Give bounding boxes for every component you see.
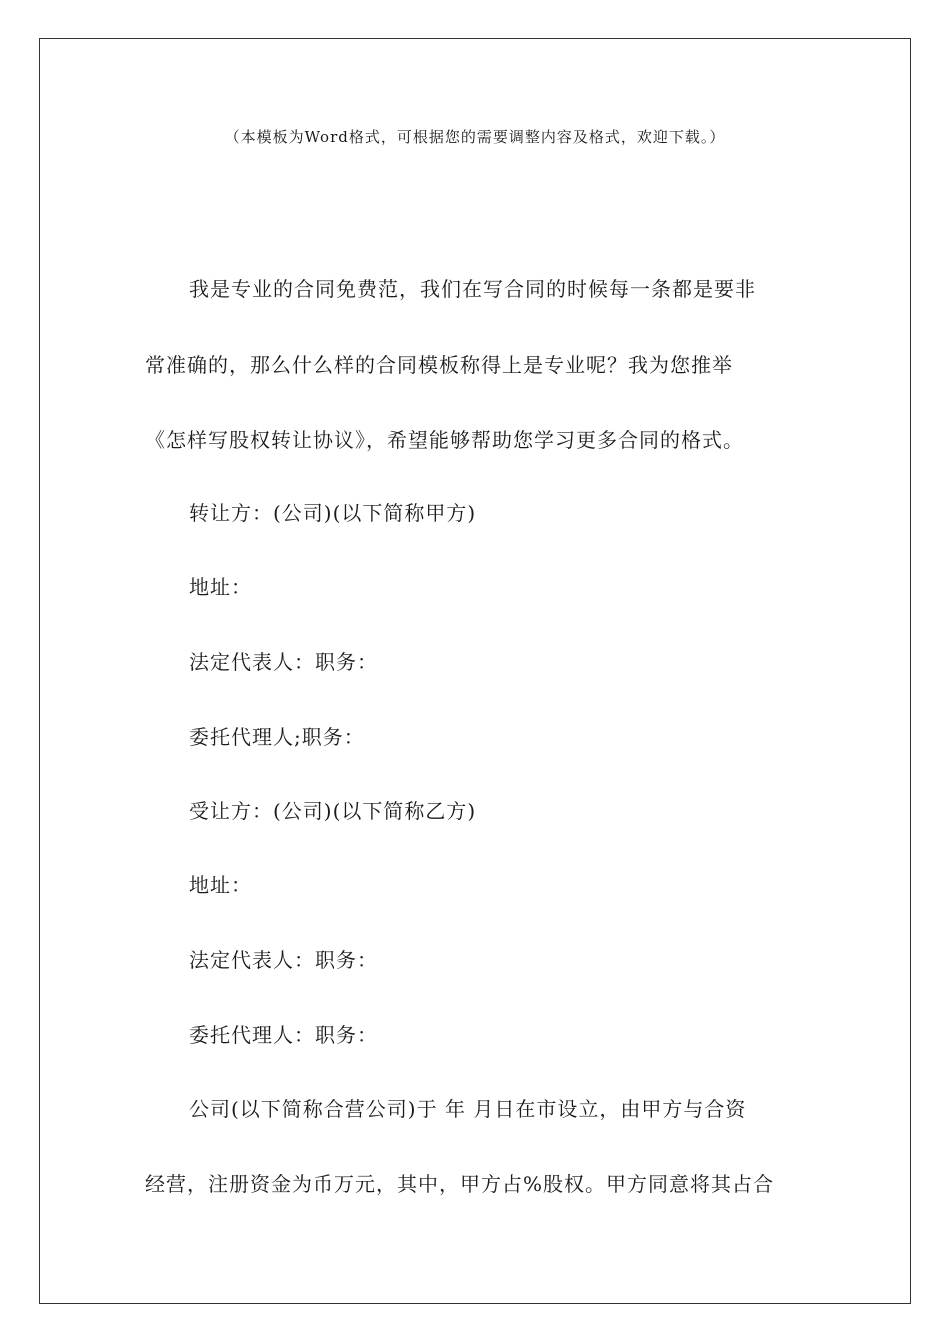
party-b-legal-rep: 法定代表人：职务： [189,948,378,972]
party-b-agent: 委托代理人：职务： [189,1023,378,1047]
party-a-legal-rep: 法定代表人：职务： [189,650,378,674]
party-b-address: 地址： [189,873,252,897]
party-a-address: 地址： [189,575,252,599]
intro-line-2: 常准确的，那么什么样的合同模板称得上是专业呢？我为您推举 [145,353,733,377]
party-b-title: 受让方：(公司)(以下简称乙方) [189,799,477,823]
party-a-title: 转让方：(公司)(以下简称甲方) [189,501,477,525]
intro-line-3: 《怎样写股权转让协议》，希望能够帮助您学习更多合同的格式。 [145,428,744,452]
intro-line-1: 我是专业的合同免费范，我们在写合同的时候每一条都是要非 [189,277,756,301]
template-notice: （本模板为Word格式，可根据您的需要调整内容及格式，欢迎下载。） [224,128,726,146]
body-line-2: 经营，注册资金为币万元，其中，甲方占%股权。甲方同意将其占合 [145,1172,775,1196]
body-line-1: 公司(以下简称合营公司)于 年 月日在市设立，由甲方与合资 [189,1097,747,1121]
party-a-agent: 委托代理人;职务： [189,725,365,749]
